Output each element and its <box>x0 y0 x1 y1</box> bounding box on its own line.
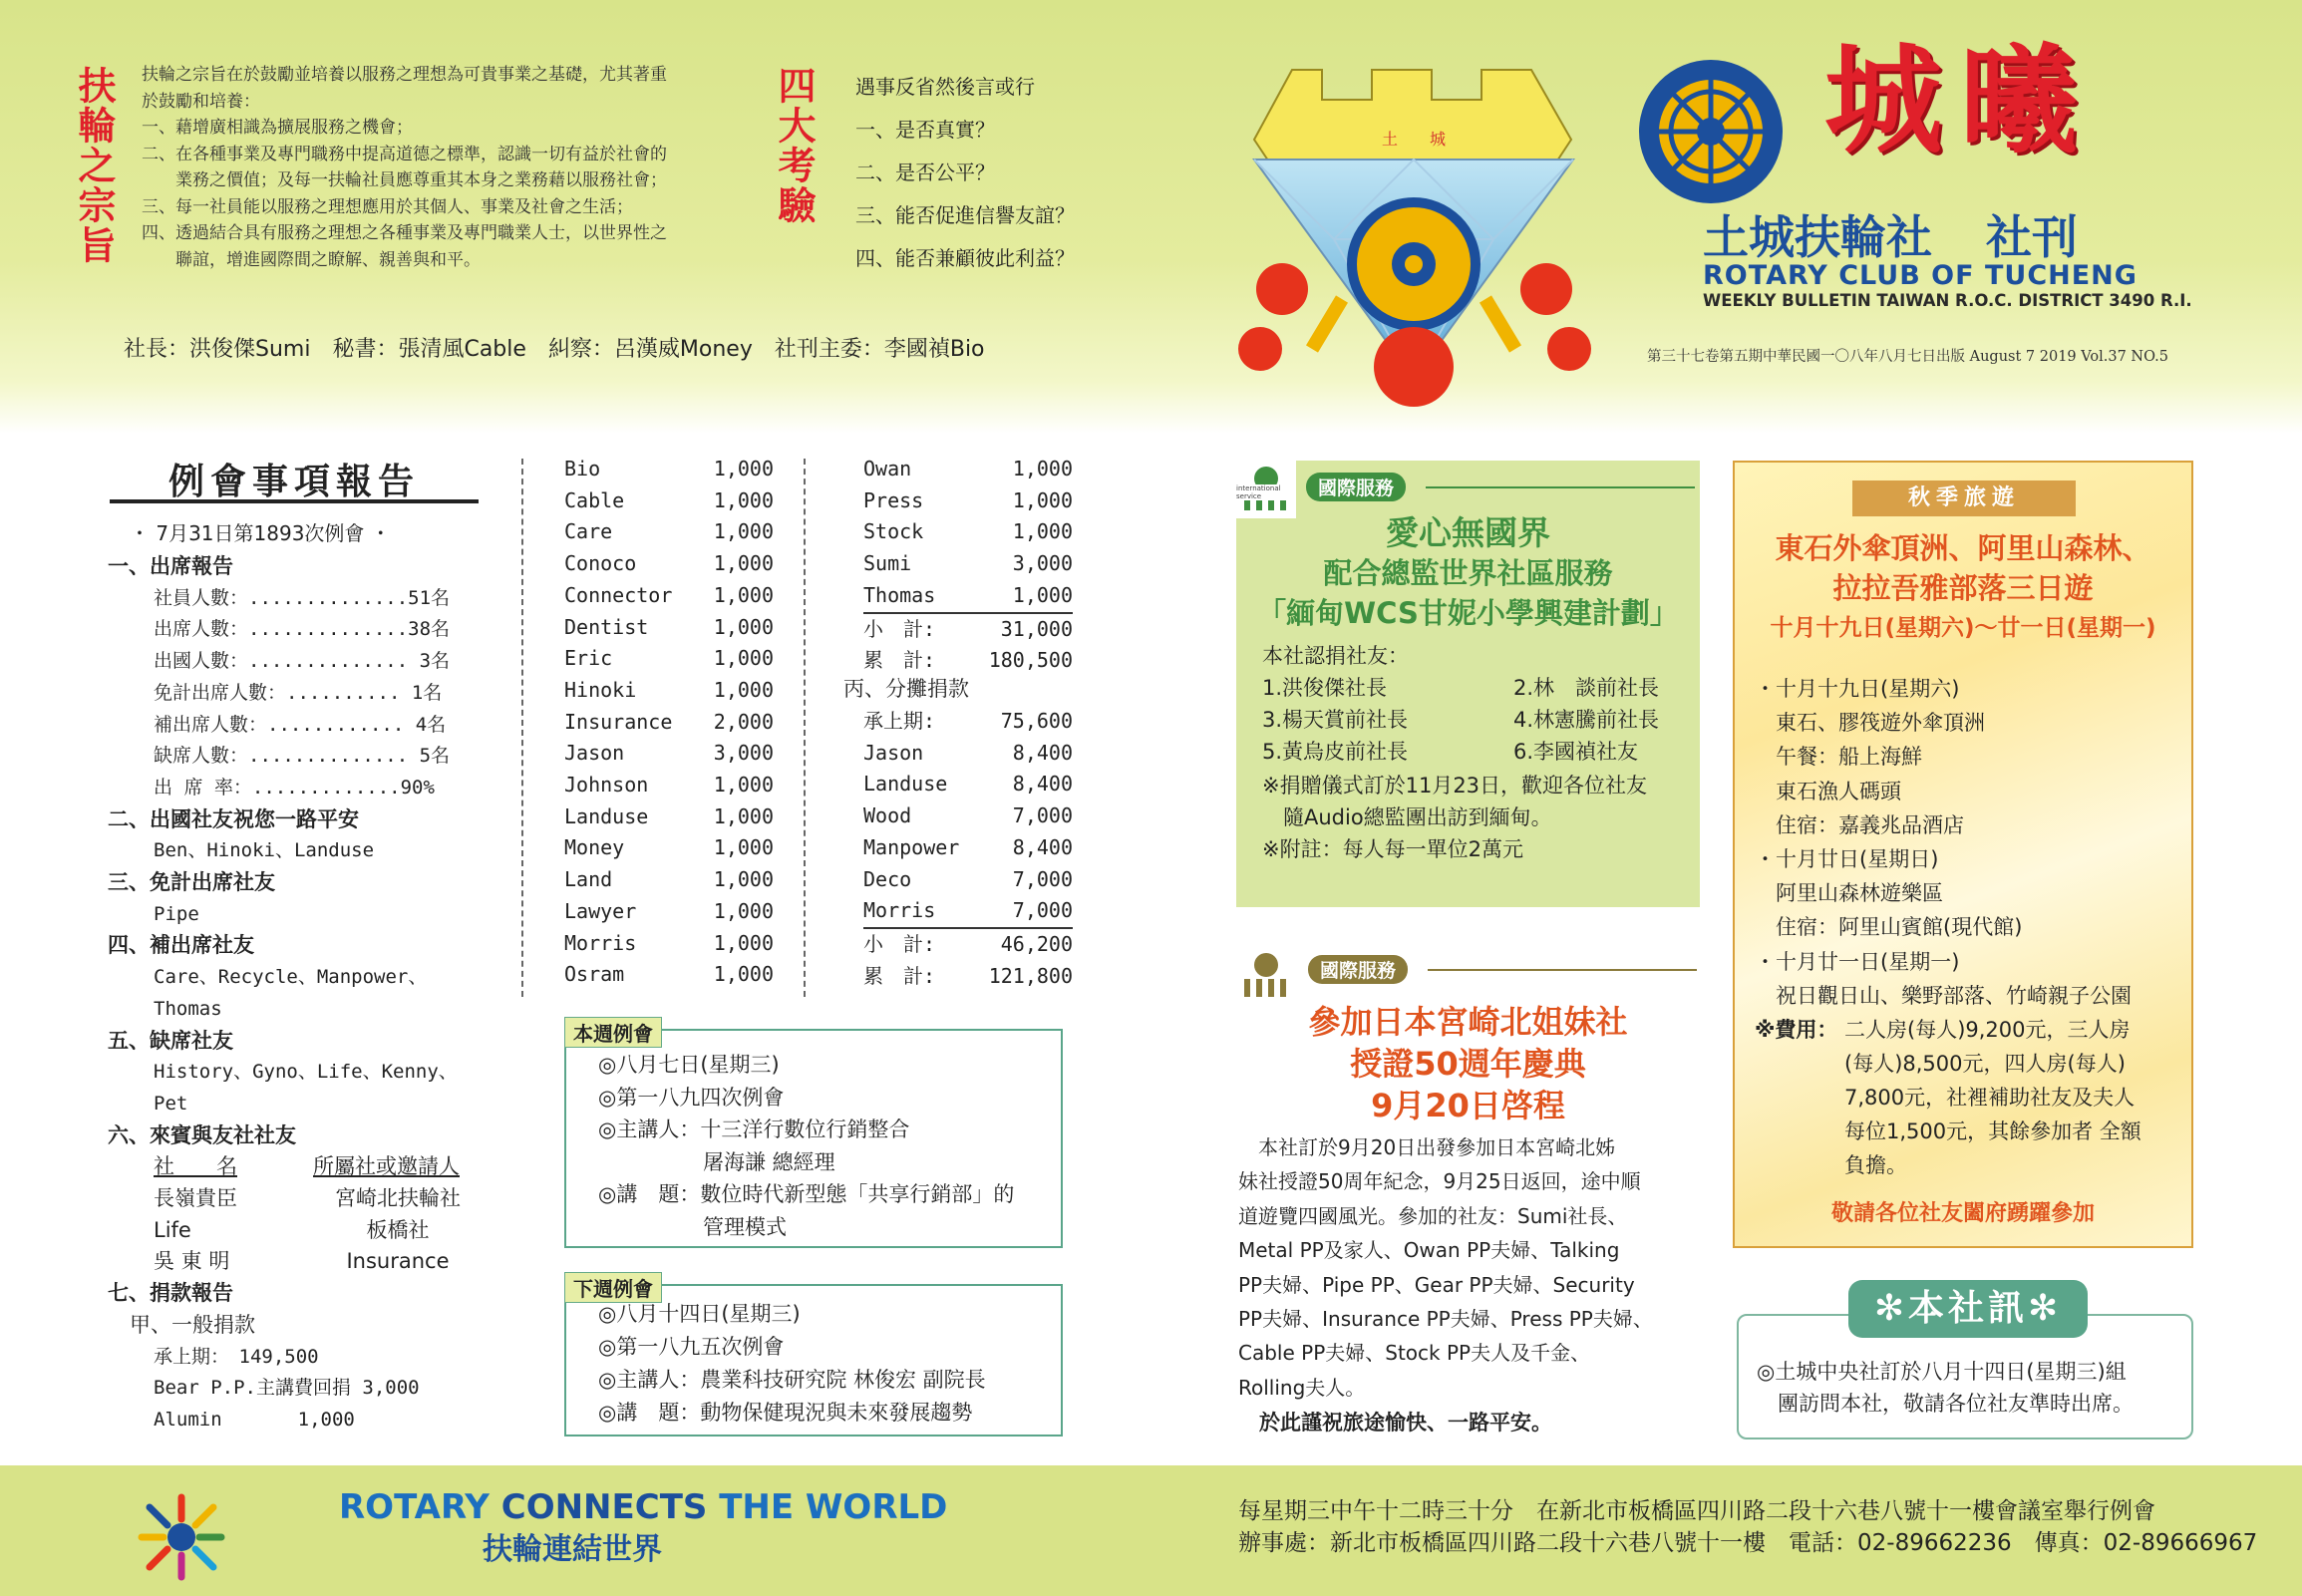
donor-name: Manpower <box>863 834 960 859</box>
donation-amount: 8,400 <box>1012 772 1073 797</box>
intl2-body <box>1238 1130 1653 1405</box>
test-line: 遇事反省然後言或行 <box>855 75 1035 99</box>
rotary-wheel-icon <box>1635 56 1787 207</box>
donations-table-3 <box>863 706 1073 992</box>
this-week-line: ◎第一八九四次例會 <box>598 1085 785 1110</box>
attendance-line: 社員人數：..............51名 <box>154 586 451 609</box>
this-week-line: ◎講 題：數位時代新型態「共享行銷部」的 <box>598 1182 1015 1206</box>
donation-row <box>564 548 774 580</box>
donation-row <box>564 707 774 739</box>
section-text: Ben、Hinoki、Landuse <box>154 839 375 862</box>
footer <box>0 1465 2302 1596</box>
donation-row <box>564 738 774 770</box>
donor-name: Money <box>564 835 625 860</box>
donor-member: 6.李國禎社友 <box>1513 740 1639 764</box>
donation-amount: 1,000 <box>713 773 774 798</box>
donation-amount: 8,400 <box>1012 740 1073 765</box>
donor-member: 5.黃烏皮前社長 <box>1262 740 1409 764</box>
intl1-name-row <box>1262 736 1691 768</box>
test-line: 三、能否促進信譽友誼？ <box>855 203 1075 227</box>
donor-member: 3.楊天賞前社長 <box>1262 708 1409 732</box>
donation-row <box>863 516 1073 548</box>
donation-row <box>863 485 1073 517</box>
attendance-line: 出國人數：.............. 3名 <box>154 650 451 673</box>
donation-amount: 7,000 <box>1012 898 1073 923</box>
trip-line: ・十月廿日(星期日) <box>1755 847 1939 872</box>
donation-row <box>863 769 1073 800</box>
guest-name: 吳 東 明 <box>154 1249 230 1274</box>
test-line: 一、是否真實？ <box>855 118 995 142</box>
four-way-test-text <box>855 66 1075 280</box>
donation-amount: 7,000 <box>1012 866 1073 891</box>
intl2-body-line: Rolling夫人。 <box>1238 1375 1366 1400</box>
donation-amount: 1,000 <box>713 457 774 480</box>
donor-name: Osram <box>564 962 625 987</box>
donation-amount: 1,000 <box>713 487 774 512</box>
trip-title1: 東石外傘頂洲、阿里山森林、 <box>1775 531 2151 565</box>
donor-member: 2.林 談前社長 <box>1513 676 1660 700</box>
donation-row <box>564 770 774 801</box>
next-week-tag: 下週例會 <box>564 1272 662 1303</box>
next-week-line: ◎主講人：農業科技研究院 林俊宏 副院長 <box>598 1368 986 1392</box>
this-week-tag: 本週例會 <box>564 1017 662 1048</box>
donor-name: Press <box>863 487 924 512</box>
donation-row <box>863 454 1073 485</box>
donor-name: Morris <box>863 898 936 923</box>
donation-amount: 180,500 <box>988 648 1073 673</box>
donor-name: Owan <box>863 457 912 480</box>
trip-fee-line: 每位1,500元，其餘參加者 全額 <box>1844 1119 2141 1143</box>
test-line: 二、是否公平？ <box>855 160 995 184</box>
donor-name: Sumi <box>863 551 912 576</box>
donation-row <box>863 645 1073 677</box>
donor-member: 1.洪俊傑社長 <box>1262 676 1388 700</box>
globe-pillars-icon <box>1236 947 1296 1005</box>
donation-row <box>564 959 774 991</box>
donor-name: Jason <box>564 741 625 766</box>
donor-name: Dentist <box>564 614 649 639</box>
intl-service-tag: 國際服務 <box>1306 473 1406 501</box>
donation-row <box>564 832 774 864</box>
intl1-title2: 配合總監世界社區服務 <box>1323 556 1613 590</box>
donation-row <box>863 548 1073 580</box>
masthead-title: 城曦 <box>1824 31 2097 169</box>
donor-name: Wood <box>863 803 912 828</box>
donation-amount: 1,000 <box>1012 487 1073 512</box>
donor-name: 小 計: <box>863 931 936 956</box>
donation-amount: 3,000 <box>1012 551 1073 576</box>
section-text: Pipe <box>154 902 199 925</box>
section-text: Thomas <box>154 997 222 1020</box>
this-week-box <box>564 1022 1063 1248</box>
donation-row <box>564 643 774 675</box>
trip-line: 東石漁人碼頭 <box>1755 779 1901 803</box>
donations-table-2 <box>863 454 1073 677</box>
attendance-line: 缺席人數：.............. 5名 <box>154 745 451 768</box>
donation-amount: 1,000 <box>713 551 774 576</box>
intl-service-panel-1 <box>1236 461 1700 907</box>
guest-row <box>108 1246 487 1278</box>
tucheng-diamond-logo <box>1232 50 1595 419</box>
bulletin-subtitle: WEEKLY BULLETIN TAIWAN R.O.C. DISTRICT 3490 R.I. <box>1703 291 2192 310</box>
donation-row <box>863 927 1073 961</box>
donation-row <box>564 485 774 517</box>
officers-line: 社長：洪俊傑Sumi 秘書：張清風Cable 糾察：呂漢威Money 社刊主委：李國禎Bio <box>124 337 985 362</box>
donation-amount: 1,000 <box>1012 519 1073 544</box>
trip-line: 午餐：船上海鮮 <box>1755 745 1922 770</box>
donation-amount: 1,000 <box>1012 582 1073 607</box>
attendance-line: 出席人數：..............38名 <box>154 618 451 641</box>
donor-name: Bio <box>564 457 601 480</box>
intl2-title2: 授證50週年慶典 <box>1350 1045 1586 1083</box>
donation-row <box>564 801 774 833</box>
objects-line: 聯誼，增進國際間之瞭解、親善與和平。 <box>142 249 481 270</box>
donation-amount: 8,400 <box>1012 834 1073 859</box>
club-news-title <box>1848 1280 2088 1338</box>
section-heading: 一、出席報告 <box>108 554 233 578</box>
next-week-box <box>564 1277 1063 1436</box>
footer-slogan-en <box>339 1487 947 1527</box>
donor-name: Landuse <box>863 772 948 797</box>
donor-name: Care <box>564 519 613 544</box>
objects-line: 業務之價值；及每一扶輪社員應尊重其本身之業務藉以服務社會； <box>142 170 667 190</box>
trip-itinerary <box>1755 672 2132 1013</box>
donation-amount: 1,000 <box>1012 457 1073 480</box>
guest-row <box>108 1215 487 1247</box>
intl2-tag-arrow <box>1428 969 1697 971</box>
intl1-note: 隨Audio總監團出訪到緬甸。 <box>1262 805 1552 829</box>
section-heading: 四、補出席社友 <box>108 933 254 958</box>
intl1-title3: 「緬甸WCS甘妮小學興建計劃」 <box>1257 596 1679 630</box>
donation-amount: 1,000 <box>713 614 774 639</box>
trip-line: ・十月十九日(星期六) <box>1755 677 1960 701</box>
trip-line: 住宿：嘉義兆品酒店 <box>1755 812 1964 837</box>
intl2-closing: 於此謹祝旅途愉快、一路平安。 <box>1238 1411 1552 1435</box>
intl-service-logo-2 <box>1236 947 1296 1005</box>
donation-amount: 1,000 <box>713 898 774 923</box>
club-news-box <box>1737 1288 2193 1439</box>
trip-fee-line: (每人)8,500元，四人房(每人) <box>1844 1052 2126 1076</box>
objects-line: 四、透過結合具有服務之理想之各種事業及專門職業人士，以世界性之 <box>142 223 667 243</box>
donation-row <box>863 832 1073 864</box>
donation-row <box>564 675 774 707</box>
objects-line: 扶輪之宗旨在於鼓勵並培養以服務之理想為可貴事業之基礎，尤其著重 <box>142 65 667 85</box>
donation-row <box>564 896 774 928</box>
donations-table-1 <box>564 454 774 991</box>
intl2-body-line: 本社訂於9月20日出發參加日本宮崎北姊 <box>1238 1135 1616 1159</box>
trip-line: 阿里山森林遊樂區 <box>1755 881 1943 906</box>
objects-line: 一、藉增廣相識為擴展服務之機會； <box>142 118 413 138</box>
donation-row <box>863 612 1073 646</box>
report-title: 例會事項報告 <box>167 462 420 502</box>
intl1-names <box>1262 672 1691 768</box>
this-week-line: 管理模式 <box>598 1214 787 1239</box>
intl2-body-line: PP夫婦、Insurance PP夫婦、Press PP夫婦、 <box>1238 1307 1653 1332</box>
objects-line: 於鼓勵和培養： <box>142 91 260 112</box>
guest-col-head: 所屬社或邀請人 <box>313 1154 460 1179</box>
donor-name: Hinoki <box>564 677 637 702</box>
this-week-line: 屠海謙 總經理 <box>598 1149 835 1174</box>
donation-row <box>863 580 1073 612</box>
this-week-line: ◎主講人：十三洋行數位行銷整合 <box>598 1117 910 1141</box>
intl1-notes <box>1262 770 1647 865</box>
club-news-text <box>1757 1356 2134 1420</box>
footer-office-info: 辦事處：新北市板橋區四川路二段十六巷八號十一樓 電話：02-89662236 傳真：02-89666967 <box>1238 1530 2258 1556</box>
donation-row <box>564 612 774 644</box>
trip-fee-line: 負擔。 <box>1844 1153 1907 1177</box>
section-heading: 五、缺席社友 <box>108 1028 233 1053</box>
section-text: History、Gyno、Life、Kenny、 <box>154 1061 458 1084</box>
intl-logo-caption: international service <box>1236 484 1292 500</box>
intl2-body-line: PP夫婦、Pipe PP、Gear PP夫婦、Security <box>1238 1272 1635 1297</box>
news-line: ◎土城中央社訂於八月十四日(星期三)組 <box>1757 1360 2127 1384</box>
donor-name: 累 計: <box>863 963 936 988</box>
club-name-cn-text: 土城扶輪社 <box>1703 210 1932 264</box>
trip-line: 祝日觀日山、樂野部落、竹崎親子公園 <box>1755 983 2132 1008</box>
intl2-title3: 9月20日啓程 <box>1371 1087 1565 1124</box>
donor-name: Cable <box>564 487 625 512</box>
donation-amount: 75,600 <box>1000 709 1073 733</box>
donor-name: 累 計: <box>863 648 936 673</box>
section-text: Pet <box>154 1092 188 1115</box>
donor-name: Landuse <box>564 803 649 828</box>
trip-line: ・十月廿一日(星期一) <box>1755 949 1960 974</box>
donor-name: Thomas <box>863 582 936 607</box>
donation-row <box>863 864 1073 896</box>
attendance-line: 免計出席人數：.......... 1名 <box>154 681 443 704</box>
intl1-intro: 本社認捐社友： <box>1262 644 1409 668</box>
donor-name: Insurance <box>564 709 673 734</box>
donation-amount: 3,000 <box>713 741 774 766</box>
slogan-word: CONNECTS <box>500 1487 708 1527</box>
intl1-title1: 愛心無國界 <box>1386 513 1550 552</box>
donation-amount: 121,800 <box>988 963 1073 988</box>
next-week-line: ◎八月十四日(星期三) <box>598 1302 801 1326</box>
donation-row <box>863 706 1073 738</box>
masthead <box>0 0 2302 434</box>
column-divider <box>804 459 806 997</box>
donor-name: 承上期: <box>863 709 936 733</box>
rotary-connects-logo-icon <box>136 1491 227 1583</box>
donor-name: Connector <box>564 582 673 607</box>
four-way-test-title: 四大考驗 <box>772 66 817 225</box>
bulletin-label: 社刊 <box>1986 210 2078 264</box>
next-week-text <box>598 1298 986 1430</box>
donor-name: Eric <box>564 646 613 671</box>
next-week-line: ◎第一八九五次例會 <box>598 1335 785 1359</box>
section-text: Care、Recycle、Manpower、 <box>154 966 428 989</box>
intl2-body-line: 妹社授證50周年紀念，9月25日返回，途中順 <box>1238 1169 1641 1194</box>
report-title-wrap <box>110 454 479 503</box>
guest-club: 宮崎北扶輪社 <box>335 1186 461 1211</box>
objects-line: 三、每一社員能以服務之理想應用於其個人、事業及社會之生活； <box>142 196 633 217</box>
trip-line: 住宿：阿里山賓館(現代館) <box>1755 915 2023 940</box>
donation-line: 承上期： 149,500 <box>154 1345 319 1368</box>
club-name-en: ROTARY CLUB OF TUCHENG <box>1703 260 2138 291</box>
donation-amount: 1,000 <box>713 867 774 892</box>
donation-row <box>564 516 774 548</box>
donation-amount: 1,000 <box>713 962 774 987</box>
donation-amount: 46,200 <box>1000 931 1073 956</box>
intl1-name-row <box>1262 704 1691 736</box>
meeting-session: ・ 7月31日第1893次例會 ・ <box>130 521 391 545</box>
objects-title: 扶輪之宗旨 <box>72 66 117 265</box>
slogan-word: THE WORLD <box>719 1487 948 1527</box>
club-news-star-icon: ✻ <box>2028 1288 2063 1329</box>
section-subheading: 甲、一般捐款 <box>130 1312 255 1337</box>
guest-club: 板橋社 <box>366 1217 430 1242</box>
donation-row <box>564 454 774 485</box>
donation-row <box>564 928 774 960</box>
donation-amount: 1,000 <box>713 519 774 544</box>
slogan-word: ROTARY <box>339 1487 490 1527</box>
guest-name: 長嶺貴臣 <box>154 1186 237 1211</box>
report-body <box>108 551 487 1436</box>
donation-line: Bear P.P.主講費回捐 3,000 <box>154 1377 420 1400</box>
guest-table-header <box>108 1151 487 1183</box>
guest-name: Life <box>154 1217 191 1242</box>
donation-row <box>863 895 1073 927</box>
donor-name: Lawyer <box>564 898 637 923</box>
donor-name: Stock <box>863 519 924 544</box>
club-news-star-icon: ✻ <box>1873 1288 1908 1329</box>
donations-c-title: 丙、分攤捐款 <box>843 677 969 701</box>
news-line: 團訪問本社，敬請各位社友準時出席。 <box>1757 1392 2134 1416</box>
footer-meeting-info: 每星期三中午十二時三十分 在新北市板橋區四川路二段十六巷八號十一樓會議室舉行例會 <box>1238 1498 2155 1524</box>
guest-row <box>108 1183 487 1215</box>
trip-line: 東石、膠筏遊外傘頂洲 <box>1755 711 1985 736</box>
donor-name: Conoco <box>564 551 637 576</box>
guest-club: Insurance <box>346 1249 450 1274</box>
donor-name: Land <box>564 867 613 892</box>
section-heading: 三、免計出席社友 <box>108 870 275 895</box>
trip-dates: 十月十九日(星期六)～廿一日(星期一) <box>1770 615 2156 641</box>
donation-amount: 1,000 <box>713 835 774 860</box>
diamond-label: 土 城 <box>1381 130 1447 149</box>
guest-col-head: 社 名 <box>154 1154 237 1179</box>
donor-name: Deco <box>863 866 912 891</box>
club-name-cn <box>1703 211 2078 263</box>
club-news-title-text: 本社訊 <box>1907 1288 2028 1329</box>
footer-slogan-cn: 扶輪連結世界 <box>483 1532 662 1567</box>
section-heading: 七、捐款報告 <box>108 1281 233 1306</box>
donation-amount: 2,000 <box>713 709 774 734</box>
section-heading: 六、來賓與友社社友 <box>108 1122 296 1147</box>
intl2-title1: 參加日本宮崎北姐妹社 <box>1308 1003 1628 1041</box>
section-heading: 二、出國社友祝您一路平安 <box>108 806 359 831</box>
donor-name: Johnson <box>564 773 649 798</box>
this-week-line: ◎八月七日(星期三) <box>598 1053 780 1077</box>
this-week-text <box>598 1049 1014 1243</box>
intl2-body-line: Cable PP夫婦、Stock PP夫人及千金、 <box>1238 1341 1591 1366</box>
donor-member: 4.林憲騰前社長 <box>1513 708 1660 732</box>
donation-amount: 1,000 <box>713 677 774 702</box>
donation-row <box>863 738 1073 770</box>
column-divider <box>521 459 523 997</box>
intl1-name-row <box>1262 672 1691 704</box>
objects-line: 二、在各種事業及專門職務中提高道德之標準，認識一切有益於社會的 <box>142 144 667 164</box>
next-week-line: ◎講 題：動物保健現況與未來發展趨勢 <box>598 1401 973 1425</box>
donation-row <box>863 800 1073 832</box>
intl2-tag: 國際服務 <box>1308 955 1408 984</box>
attendance-line: 補出席人數：............ 4名 <box>154 713 447 736</box>
donor-name: Jason <box>863 740 924 765</box>
trip-fee-label: ※費用： <box>1755 1018 1838 1042</box>
donation-amount: 1,000 <box>713 582 774 607</box>
test-line: 四、能否兼顧彼此利益？ <box>855 246 1075 270</box>
autumn-trip-panel <box>1733 461 2193 1248</box>
objects-text <box>142 62 740 273</box>
trip-title2: 拉拉吾雅部落三日遊 <box>1832 571 2094 605</box>
donation-line: Alumin 1,000 <box>154 1408 355 1431</box>
donation-amount: 1,000 <box>713 646 774 671</box>
trip-fee-line: 7,800元，社裡補助社友及夫人 <box>1844 1086 2136 1110</box>
trip-closing: 敬請各位社友闔府踴躍參加 <box>1830 1201 2095 1226</box>
donation-amount: 7,000 <box>1012 803 1073 828</box>
trip-fee-line: 二人房(每人)9,200元，三人房 <box>1844 1018 2131 1042</box>
issue-info: 第三十七卷第五期中華民國一〇八年八月七日出版 August 7 2019 Vol.37 NO.5 <box>1647 349 2168 365</box>
donor-name: 小 計: <box>863 616 936 641</box>
donation-row <box>564 864 774 896</box>
trip-fee-text <box>1844 1013 2141 1182</box>
donor-name: Morris <box>564 930 637 955</box>
attendance-line: 出 席 率：.............90% <box>154 776 435 798</box>
intl2-body-line: 道遊覽四國風光。參加的社友：Sumi社長、 <box>1238 1203 1628 1228</box>
donation-amount: 31,000 <box>1000 616 1073 641</box>
donation-amount: 1,000 <box>713 930 774 955</box>
donation-row <box>564 580 774 612</box>
intl-tag-arrow <box>1426 486 1695 488</box>
donation-row <box>863 961 1073 993</box>
intl1-note: ※附註：每人每一單位2萬元 <box>1262 837 1523 861</box>
intl2-body-line: Metal PP及家人、Owan PP夫婦、Talking <box>1238 1238 1620 1263</box>
intl1-note: ※捐贈儀式訂於11月23日，歡迎各位社友 <box>1262 774 1648 798</box>
trip-tag: 秋季旅遊 <box>1852 480 2076 516</box>
donation-amount: 1,000 <box>713 803 774 828</box>
